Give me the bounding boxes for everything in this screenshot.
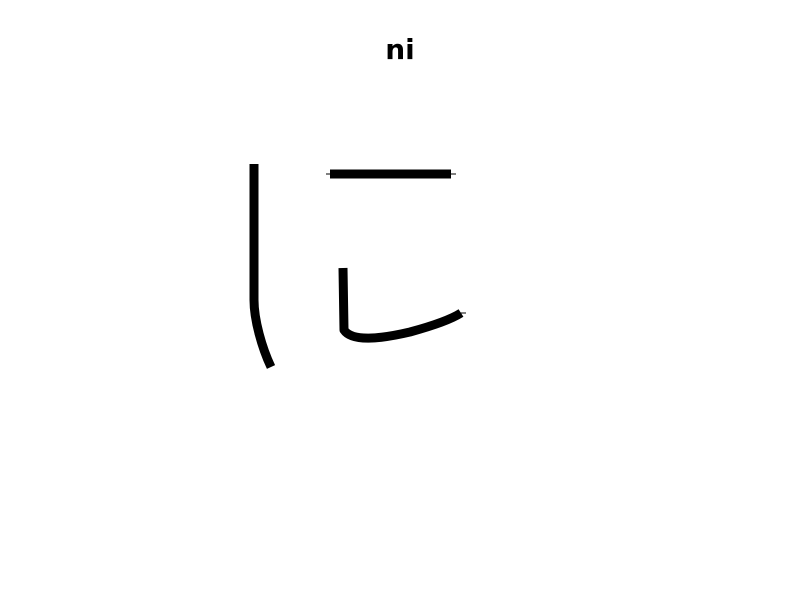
character-title: ni: [385, 33, 415, 66]
stroke-1-left-vertical: [254, 164, 271, 367]
stroke-3-bottom-curve: [343, 268, 461, 338]
